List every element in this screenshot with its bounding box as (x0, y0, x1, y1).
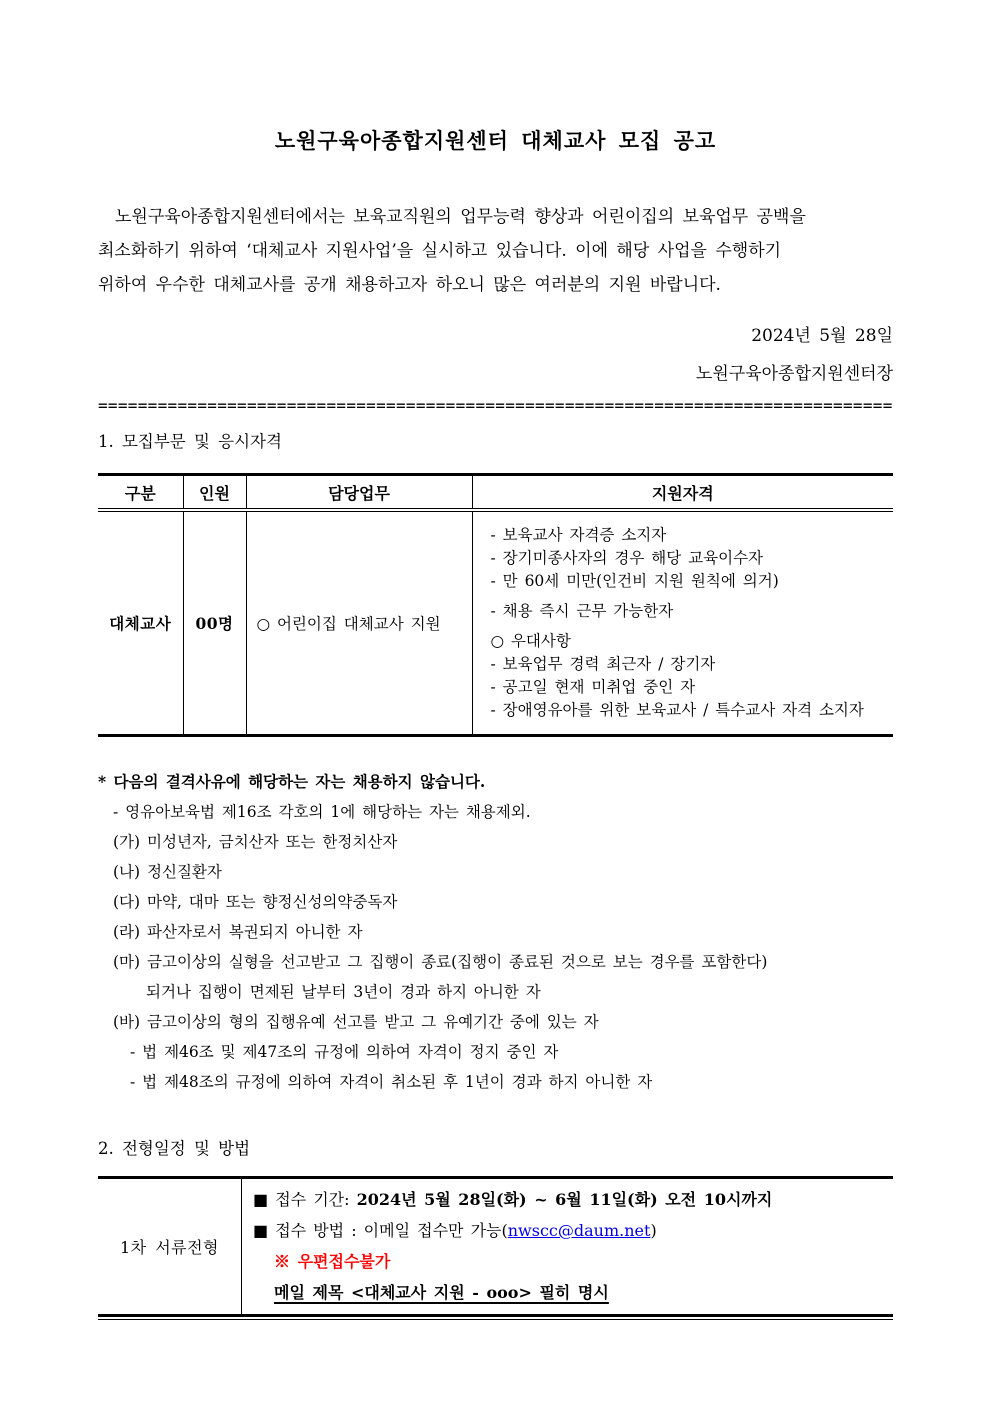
intro-paragraph (98, 200, 893, 302)
qualification-group-basic (491, 524, 886, 593)
qualification-item: - 채용 즉시 근무 가능한자 (490, 602, 674, 620)
disqualification-item-ba-sub1: - 법 제46조 및 제47조의 규정에 의하여 자격이 정지 중인 자 (130, 1043, 559, 1061)
qualification-item: - 보육교사 자격증 소지자 (490, 526, 667, 544)
intro-line-1: 노원구육아종합지원센터에서는 보육교직원의 업무능력 향상과 어린이집의 보육업무 공백을 (115, 207, 806, 227)
application-method-line (253, 1215, 887, 1246)
application-method-label: ■ 접수 방법 : 이메일 접수만 가능( (253, 1221, 508, 1240)
disqualification-item-ma: (마) 금고이상의 실형을 선고받고 그 집행이 종료(집행이 종료된 것으로 보는 경우를 포함한다) (113, 953, 768, 971)
application-period-value: 2024년 5월 28일(화) ~ 6월 11일(화) 오전 10시까지 (356, 1190, 773, 1209)
announcement-date: 2024년 5월 28일 (751, 326, 893, 346)
application-method-suffix: ) (650, 1221, 657, 1240)
cell-qualifications (472, 510, 893, 736)
signature-block (98, 317, 893, 393)
qualification-item: - 만 60세 미만(인건비 지원 원칙에 의거) (490, 572, 779, 590)
preferred-item: - 공고일 현재 미취업 중인 자 (490, 678, 696, 696)
qualification-item: - 장기미종사자의 경우 해당 교육이수자 (490, 549, 764, 567)
preferred-item: - 장애영유아를 위한 보육교사 / 특수교사 자격 소지자 (490, 701, 864, 719)
announcement-signer: 노원구육아종합지원센터장 (695, 364, 893, 384)
disqualification-title: * 다음의 결격사유에 해당하는 자는 채용하지 않습니다. (98, 772, 486, 791)
disqualification-item-ba: (바) 금고이상의 형의 집행유예 선고를 받고 그 유예기간 중에 있는 자 (113, 1013, 599, 1031)
schedule-table-underline (98, 1319, 893, 1320)
application-period-label: ■ 접수 기간: (253, 1190, 357, 1209)
section1-heading: 1. 모집부문 및 응시자격 (98, 432, 282, 451)
document-page (98, 0, 893, 1320)
cell-stage-details (242, 1178, 894, 1316)
column-header-duty: 담당업무 (246, 475, 472, 511)
disqualification-item-da: (다) 마약, 대마 또는 향정신성의약중독자 (113, 893, 398, 911)
qualification-group-availability (491, 600, 886, 623)
mail-subject-note: 메일 제목 <대체교사 지원 - ooo> 필히 명시 (274, 1283, 609, 1302)
mail-subject-note-line (253, 1277, 887, 1308)
section2-heading: 2. 전형일정 및 방법 (98, 1139, 251, 1158)
disqualification-item-na: (나) 정신질환자 (113, 863, 222, 881)
cell-duty: ○ 어린이집 대체교사 지원 (246, 510, 472, 736)
column-header-headcount: 인원 (183, 475, 246, 511)
preferred-title: ○ 우대사항 (490, 632, 571, 650)
qualification-group-preferred (491, 630, 886, 722)
cell-stage: 1차 서류전형 (98, 1178, 242, 1316)
no-postal-warning: ※ 우편접수불가 (274, 1252, 391, 1271)
recruitment-table-header-row (98, 475, 893, 511)
intro-line-2: 최소화하기 위하여 ‘대체교사 지원사업’을 실시하고 있습니다. 이에 해당 사업을 수행하기 (98, 241, 782, 261)
cell-category: 대체교사 (109, 614, 172, 633)
intro-line-3: 위하여 우수한 대체교사를 공개 채용하고자 하오니 많은 여러분의 지원 바랍니다. (98, 275, 721, 295)
email-link[interactable]: nwscc@daum.net (507, 1221, 651, 1240)
schedule-row (98, 1178, 893, 1316)
column-header-category: 구분 (98, 475, 183, 511)
cell-headcount: 00명 (183, 510, 246, 736)
column-header-qualification: 지원자격 (472, 475, 893, 511)
table-row (98, 510, 893, 736)
disqualification-section (98, 767, 893, 1097)
divider-line: ================================================================================ (98, 396, 893, 415)
disqualification-item-ga: (가) 미성년자, 금치산자 또는 한정치산자 (113, 833, 398, 851)
recruitment-table (98, 473, 893, 737)
page-title: 노원구육아종합지원센터 대체교사 모집 공고 (274, 128, 717, 153)
disqualification-intro: - 영유아보육법 제16조 각호의 1에 해당하는 자는 채용제외. (113, 803, 531, 821)
preferred-item: - 보육업무 경력 최근자 / 장기자 (490, 655, 716, 673)
application-period-line (253, 1184, 887, 1215)
disqualification-item-ba-sub2: - 법 제48조의 규정에 의하여 자격이 취소된 후 1년이 경과 하지 아니한 자 (130, 1073, 653, 1091)
disqualification-item-ma-continued: 되거나 집행이 면제된 날부터 3년이 경과 하지 아니한 자 (146, 983, 541, 1001)
schedule-table (98, 1176, 893, 1317)
disqualification-item-ra: (라) 파산자로서 복권되지 아니한 자 (113, 923, 363, 941)
